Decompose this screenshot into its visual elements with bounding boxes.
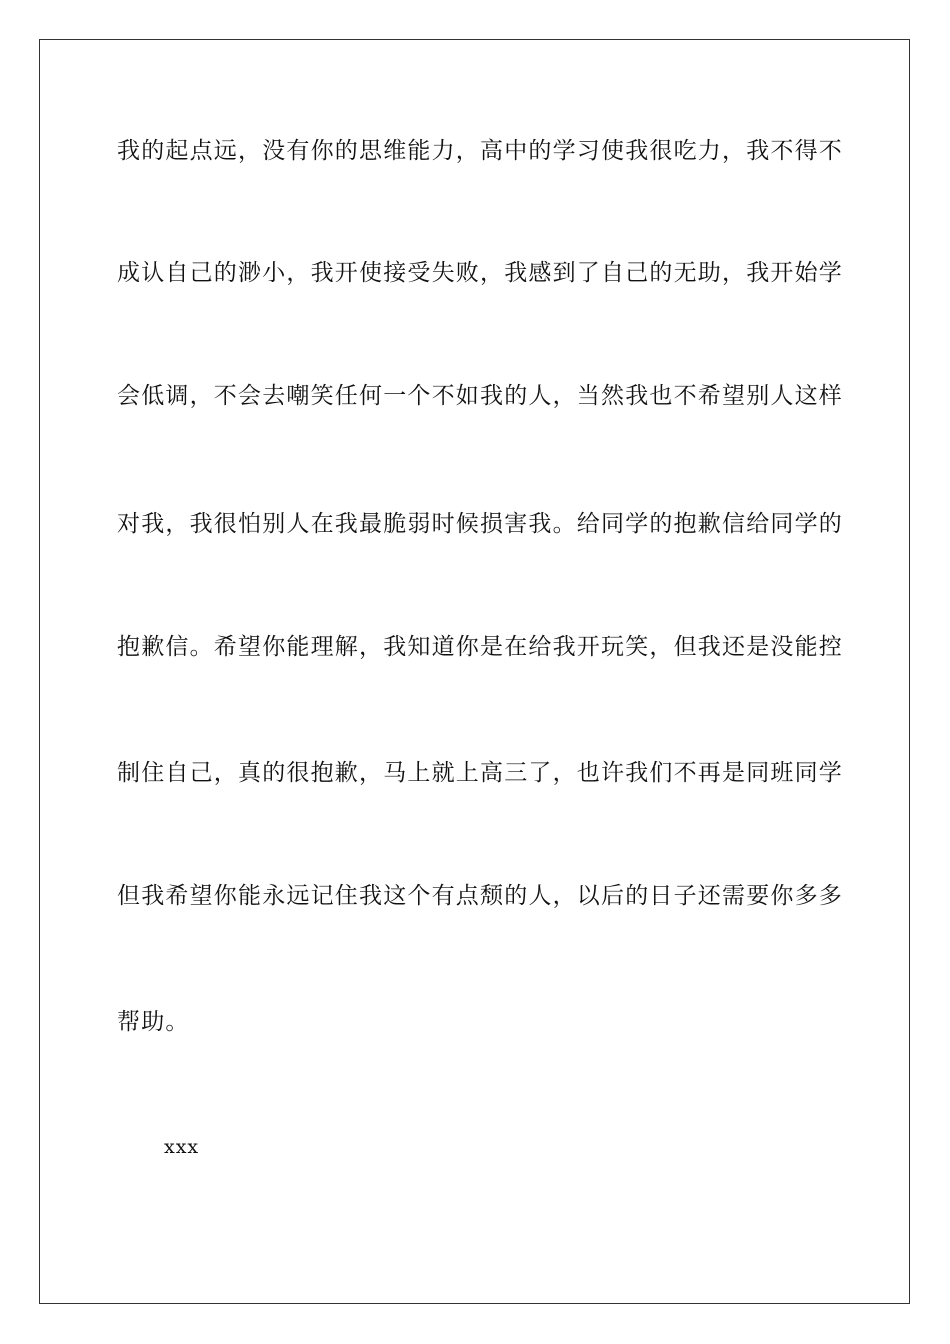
body-text-line: 对我，我很怕别人在我最脆弱时候损害我。给同学的抱歉信给同学的 <box>117 511 843 537</box>
body-text-line: 成认自己的渺小，我开使接受失败，我感到了自己的无助，我开始学 <box>117 260 843 286</box>
body-text-line: 制住自己，真的很抱歉，马上就上高三了，也许我们不再是同班同学 <box>117 760 843 786</box>
body-text-line: 帮助。 <box>117 1009 190 1035</box>
body-text-line: 会低调，不会去嘲笑任何一个不如我的人，当然我也不希望别人这样 <box>117 383 843 409</box>
body-text-line: 我的起点远，没有你的思维能力，高中的学习使我很吃力，我不得不 <box>117 138 843 164</box>
body-text-line: 但我希望你能永远记住我这个有点颓的人，以后的日子还需要你多多 <box>117 883 843 909</box>
signature: xxx <box>164 1136 200 1158</box>
body-text-line: 抱歉信。希望你能理解，我知道你是在给我开玩笑，但我还是没能控 <box>117 634 843 660</box>
page-border <box>39 39 910 1304</box>
